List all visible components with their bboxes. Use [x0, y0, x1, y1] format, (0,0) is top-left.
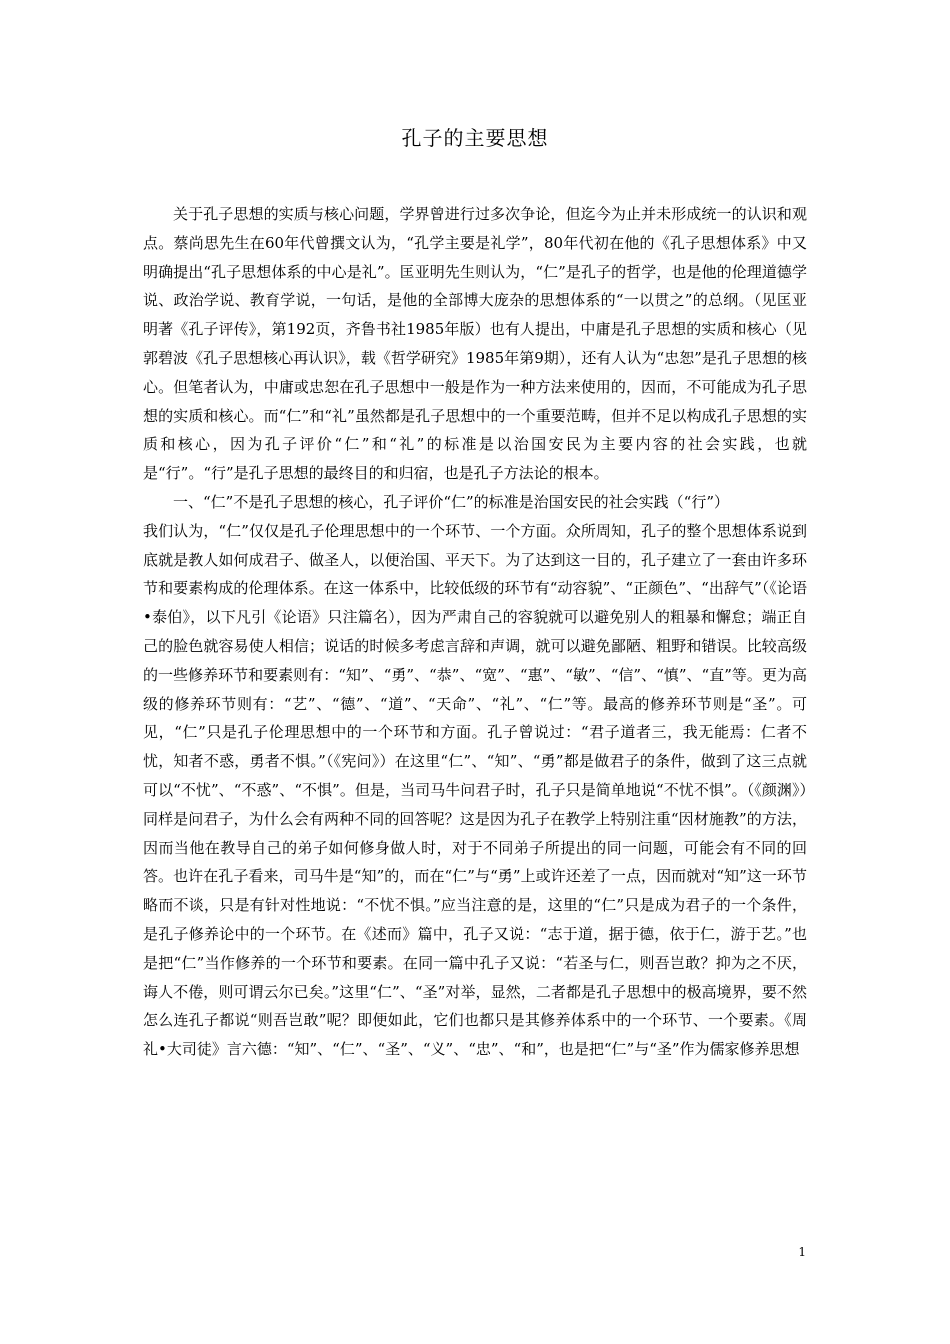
paragraph-intro: 关于孔子思想的实质与核心问题，学界曾进行过多次争论，但迄今为止并未形成统一的认识和观点。蔡尚思先生在60年代曾撰文认为，“孔学主要是礼学”，80年代初在他的《孔子思想体系》中又明确提出“孔子思想体系的中心是礼”。匡亚明先生则认为，“仁”是孔子的哲学，也是他的伦理道德学说、政治学说、教育学说，一句话，是他的全部博大庞杂的思想体系的“一以贯之”的总纲。（见匡亚明著《孔子评传》，第192页，齐鲁书社1985年版）也有人提出，中庸是孔子思想的实质和核心（见郭碧波《孔子思想核心再认识》，载《哲学研究》1985年第9期），还有人认为“忠恕”是孔子思想的核心。但笔者认为，中庸或忠恕在孔子思想中一般是作为一种方法来使用的，因而，不可能成为孔子思想的实质和核心。而“仁”和“礼”虽然都是孔子思想中的一个重要范畴，但并不足以构成孔子思想的实质和核心，因为孔子评价“仁”和“礼”的标准是以治国安民为主要内容的社会实践，也就是“行”。“行”是孔子思想的最终目的和归宿，也是孔子方法论的根本。: [143, 205, 807, 483]
paragraph-section-heading: 一、“仁”不是孔子思想的核心，孔子评价“仁”的标准是治国安民的社会实践（“行”）: [173, 492, 730, 511]
paragraph-argument: 我们认为，“仁”仅仅是孔子伦理思想中的一个环节、一个方面。众所周知，孔子的整个思想体系说到底就是教人如何成君子、做圣人，以便治国、平天下。为了达到这一目的，孔子建立了一套由许多环节和要素构成的伦理体系。在这一体系中，比较低级的环节有“动容貌”、“正颜色”、“出辞气”（《论语•泰伯》，以下凡引《论语》只注篇名），因为严肃自己的容貌就可以避免别人的粗暴和懈怠；端正自己的脸色就容易使人相信；说话的时候多考虑言辞和声调，就可以避免鄙陋、粗野和错误。比较高级的一些修养环节和要素则有：“知”、“勇”、“恭”、“宽”、“惠”、“敏”、“信”、“慎”、“直”等。更为高级的修养环节则有：“艺”、“德”、“道”、“天命”、“礼”、“仁”等。最高的修养环节则是“圣”。可见，“仁”只是孔子伦理思想中的一个环节和方面。孔子曾说过：“君子道者三，我无能焉：仁者不忧，知者不惑，勇者不惧。”（《宪问》）在这里“仁”、“知”、“勇”都是做君子的条件，做到了这三点就可以“不忧”、“不惑”、“不惧”。但是，当司马牛问君子时，孔子只是简单地说“不忧不惧”。（《颜渊》）同样是问君子，为什么会有两种不同的回答呢？这是因为孔子在教学上特别注重“因材施教”的方法，因而当他在教导自己的弟子如何修身做人时，对于不同弟子所提出的同一问题，可能会有不同的回答。也许在孔子看来，司马牛是“知”的，而在“仁”与“勇”上或许还差了一点，因而就对“知”这一环节略而不谈，只是有针对性地说：“不忧不惧。”应当注意的是，这里的“仁”只是成为君子的一个条件，是孔子修养论中的一个环节。在《述而》篇中，孔子又说：“志于道，据于德，依于仁，游于艺。”也是把“仁”当作修养的一个环节和要素。在同一篇中孔子又说：“若圣与仁，则吾岂敢？抑为之不厌，诲人不倦，则可谓云尔已矣。”这里“仁”、“圣”对举，显然，二者都是孔子思想中的极高境界，要不然怎么连孔子都说“则吾岂敢”呢？即便如此，它们也都只是其修养体系中的一个环节、一个要素。《周礼•大司徒》言六德：“知”、“仁”、“圣”、“义”、“忠”、“和”，也是把“仁”与“圣”作为儒家修养思想: [143, 521, 807, 1059]
body-text: [143, 200, 807, 1064]
page-number: 1: [798, 1245, 806, 1259]
page-title: 孔子的主要思想: [401, 126, 549, 150]
